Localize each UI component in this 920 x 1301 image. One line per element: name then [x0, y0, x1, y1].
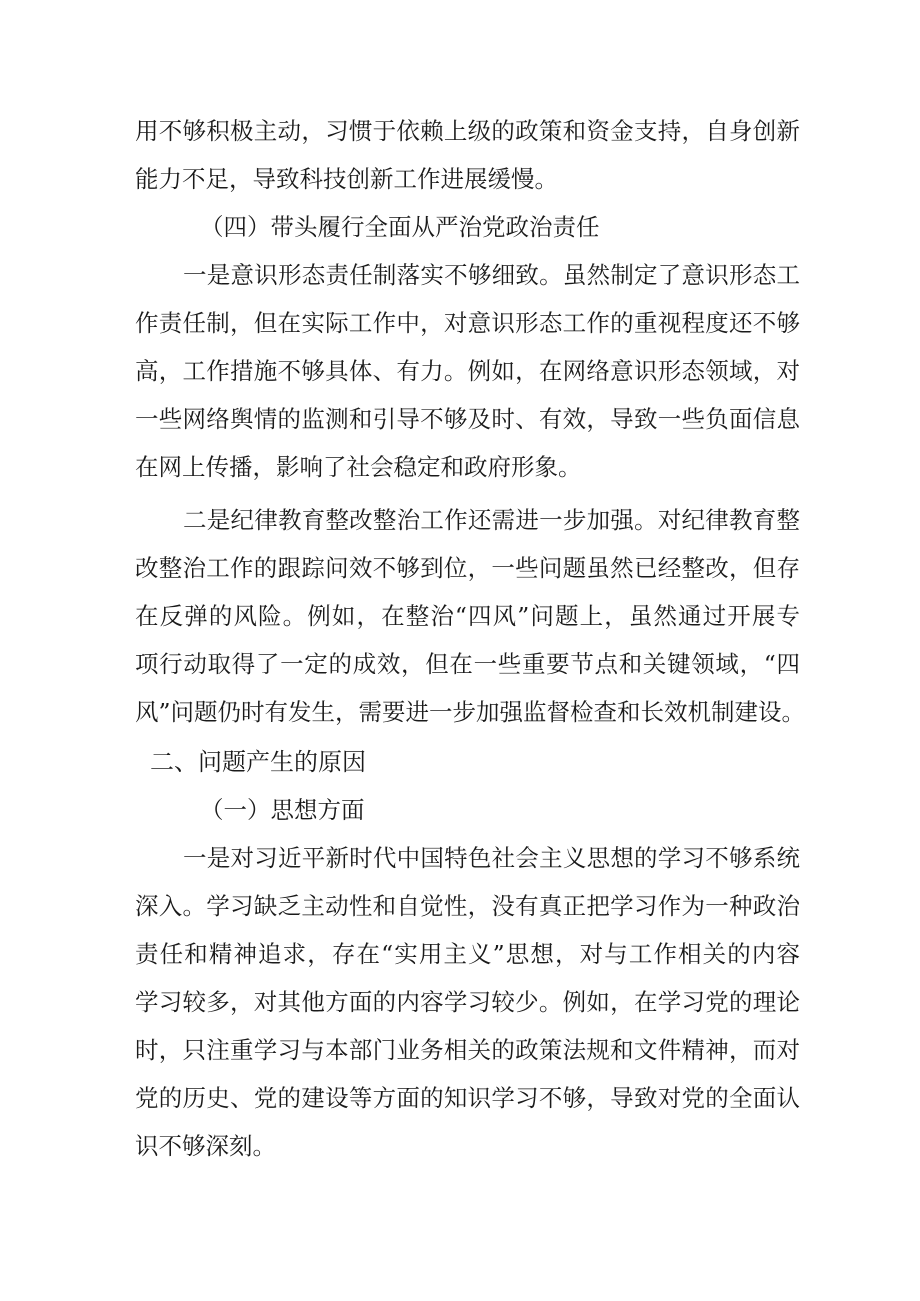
body-text-line: 高，工作措施不够具体、有力。例如，在网络意识形态领域，对	[135, 357, 800, 385]
body-text-line: 风”问题仍时有发生，需要进一步加强监督检查和长效机制建设。	[135, 698, 806, 726]
body-text-line: 在反弹的风险。例如，在整治“四风”问题上，虽然通过开展专	[135, 602, 800, 630]
body-text-line: 项行动取得了一定的成效，但在一些重要节点和关键领域，“四	[135, 650, 800, 678]
body-text-line: 识不够深刻。	[135, 1132, 276, 1160]
paragraph-first-line: 二是纪律教育整改整治工作还需进一步加强。对纪律教育整	[183, 506, 800, 534]
section-heading: 二、问题产生的原因	[150, 748, 366, 776]
paragraph-first-line: 一是意识形态责任制落实不够细致。虽然制定了意识形态工	[183, 261, 800, 289]
section-subheading: （一）思想方面	[200, 796, 365, 824]
body-text-line: 责任和精神追求，存在“实用主义”思想，对与工作相关的内容	[135, 940, 800, 968]
body-text-line: 深入。学习缺乏主动性和自觉性，没有真正把学习作为一种政治	[135, 892, 800, 920]
body-text-line: 党的历史、党的建设等方面的知识学习不够，导致对党的全面认	[135, 1084, 800, 1112]
paragraph-first-line: 一是对习近平新时代中国特色社会主义思想的学习不够系统	[183, 844, 800, 872]
section-subheading: （四）带头履行全面从严治党政治责任	[200, 213, 600, 241]
body-text-line: 改整治工作的跟踪问效不够到位，一些问题虽然已经整改，但存	[135, 554, 800, 582]
body-text-line: 一些网络舆情的监测和引导不够及时、有效，导致一些负面信息	[135, 405, 800, 433]
body-text-line: 用不够积极主动，习惯于依赖上级的政策和资金支持，自身创新	[135, 117, 800, 145]
body-text-line: 学习较多，对其他方面的内容学习较少。例如，在学习党的理论	[135, 988, 800, 1016]
body-text-line: 能力不足，导致科技创新工作进展缓慢。	[135, 165, 558, 193]
body-text-line: 在网上传播，影响了社会稳定和政府形象。	[135, 453, 582, 481]
body-text-line: 作责任制，但在实际工作中，对意识形态工作的重视程度还不够	[135, 309, 800, 337]
body-text-line: 时，只注重学习与本部门业务相关的政策法规和文件精神，而对	[135, 1036, 800, 1064]
